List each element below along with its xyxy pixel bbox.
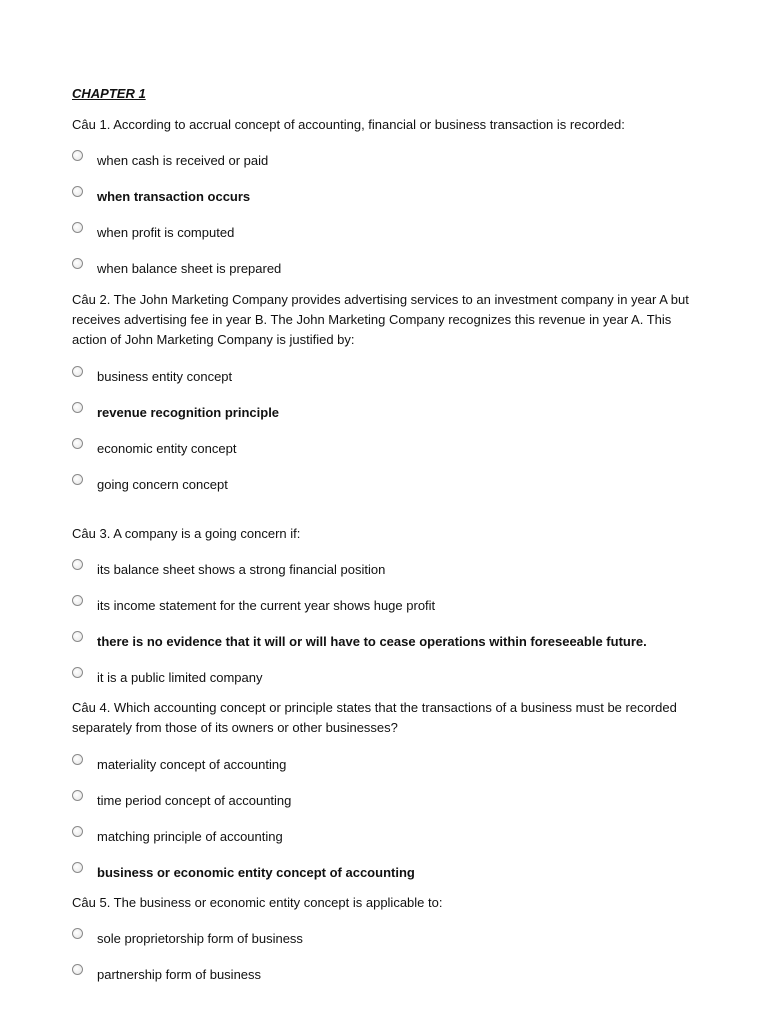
option-label: partnership form of business [97,966,262,982]
question-2-text: Câu 2. The John Marketing Company provides advertising services to an investment company in year A but receives advertising fee in year B. The John Marketing Company recognizes this revenue in year A. This action of John Marketing Company is justified by: [72,292,689,347]
option-label: economic entity concept [97,440,237,456]
radio-button-icon[interactable] [72,790,83,801]
option-label: going concern concept [97,476,228,492]
radio-button-icon[interactable] [72,258,83,269]
radio-button-icon[interactable] [72,559,83,570]
radio-button-icon[interactable] [72,150,83,161]
question-3-option-d[interactable] [72,668,262,686]
option-label: when transaction occurs [97,188,251,204]
radio-button-icon[interactable] [72,667,83,678]
question-1-option-d[interactable] [72,259,281,277]
question-1-text: Câu 1. According to accrual concept of accounting, financial or business transaction is recorded: [72,117,625,132]
question-3-option-c[interactable] [72,632,647,650]
question-4-option-a[interactable] [72,755,286,773]
question-4-option-d[interactable] [72,863,415,881]
question-5-option-a[interactable] [72,929,303,947]
question-1-option-b[interactable] [72,187,250,205]
radio-button-icon[interactable] [72,186,83,197]
question-2-option-b[interactable] [72,403,279,421]
option-label: when balance sheet is prepared [97,260,282,276]
question-4-option-c[interactable] [72,827,283,845]
option-label: materiality concept of accounting [97,756,287,772]
question-3-option-a[interactable] [72,560,385,578]
question-2-option-a[interactable] [72,367,232,385]
radio-button-icon[interactable] [72,826,83,837]
option-label: when profit is computed [97,224,235,240]
question-2-option-c[interactable] [72,439,236,457]
option-label: when cash is received or paid [97,152,269,168]
question-5-option-b[interactable] [72,965,261,983]
radio-button-icon[interactable] [72,402,83,413]
radio-button-icon[interactable] [72,366,83,377]
option-label: it is a public limited company [97,669,263,685]
question-4-option-b[interactable] [72,791,291,809]
question-2-option-d[interactable] [72,475,228,493]
chapter-title: CHAPTER 1 [72,86,146,101]
radio-button-icon[interactable] [72,631,83,642]
radio-button-icon[interactable] [72,964,83,975]
radio-button-icon[interactable] [72,222,83,233]
option-label: its income statement for the current year shows huge profit [97,597,436,613]
radio-button-icon[interactable] [72,595,83,606]
option-label: matching principle of accounting [97,828,283,844]
question-1-option-a[interactable] [72,151,268,169]
question-1-option-c[interactable] [72,223,234,241]
question-3-text: Câu 3. A company is a going concern if: [72,526,301,541]
option-label: revenue recognition principle [97,404,280,420]
question-3-option-b[interactable] [72,596,435,614]
radio-button-icon[interactable] [72,754,83,765]
radio-button-icon[interactable] [72,438,83,449]
option-label: business or economic entity concept of accounting [97,864,415,880]
option-label: time period concept of accounting [97,792,292,808]
option-label: its balance sheet shows a strong financial position [97,561,386,577]
option-label: there is no evidence that it will or will have to cease operations within foreseeable future. [97,633,647,649]
radio-button-icon[interactable] [72,928,83,939]
question-4-text: Câu 4. Which accounting concept or principle states that the transactions of a business must be recorded separately from those of its owners or other businesses? [72,700,677,735]
option-label: business entity concept [97,368,233,384]
radio-button-icon[interactable] [72,862,83,873]
radio-button-icon[interactable] [72,474,83,485]
option-label: sole proprietorship form of business [97,930,303,946]
question-5-text: Câu 5. The business or economic entity concept is applicable to: [72,895,443,910]
